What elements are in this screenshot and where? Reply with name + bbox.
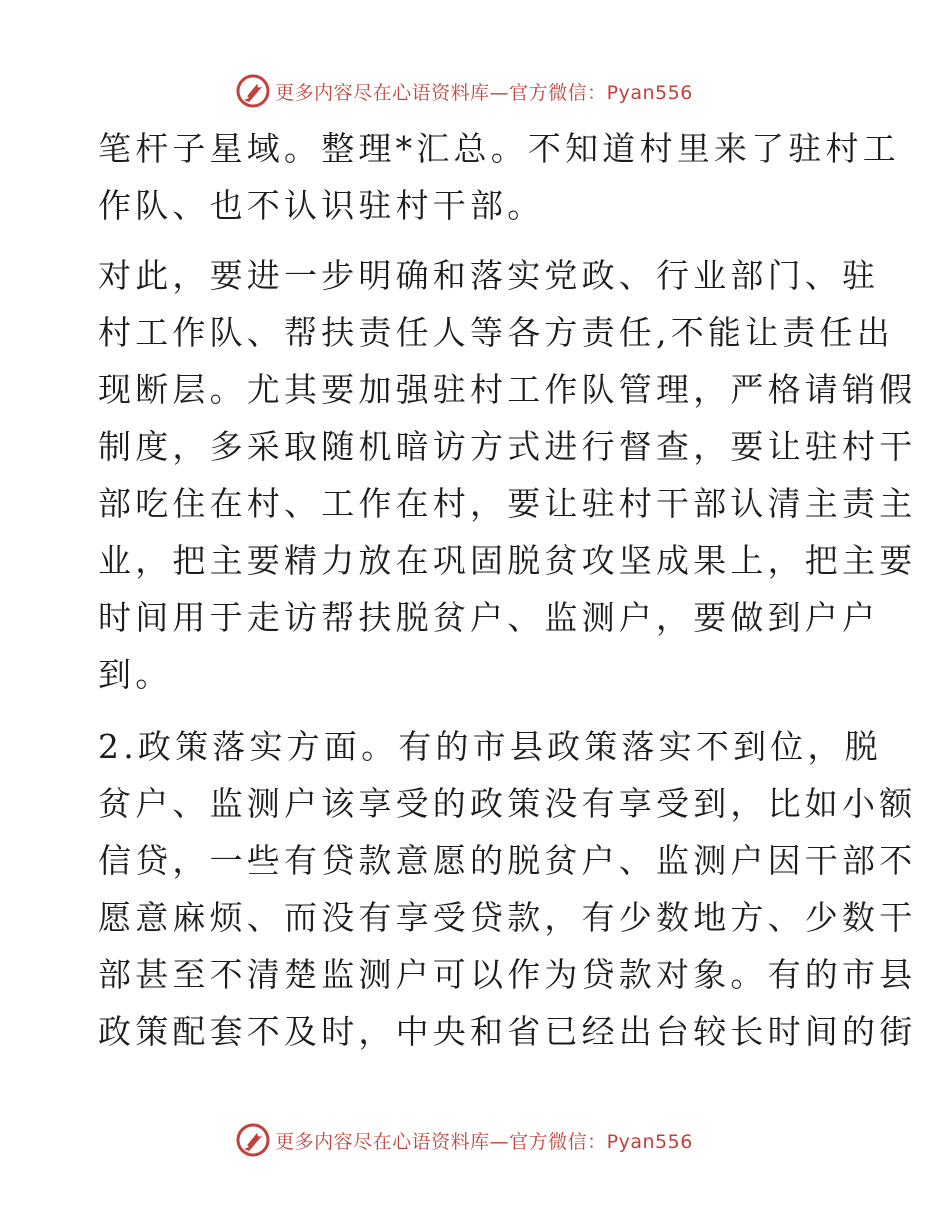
document-body <box>98 120 917 1060</box>
footer-banner <box>0 1120 950 1160</box>
text-line: 制度，多采取随机暗访方式进行督查，要让驻村干 <box>98 427 917 466</box>
text-line: 笔杆子星域。整理*汇总。不知道村里来了驻村工 <box>98 129 900 168</box>
pen-logo-icon <box>235 73 271 109</box>
text-line: 到。 <box>98 655 173 694</box>
header-banner-text: 更多内容尽在心语资料库—官方微信：Pyan556 <box>275 81 693 104</box>
text-line: 作队、也不认识驻村干部。 <box>98 186 545 225</box>
paragraph <box>98 718 917 1060</box>
text-line: 政策配套不及时，中央和省已经出台较长时间的街 <box>98 1012 917 1051</box>
header-banner <box>0 71 950 111</box>
pen-logo-icon <box>235 1122 271 1158</box>
text-line: 贫户、监测户该享受的政策没有享受到，比如小额 <box>98 784 917 823</box>
text-line: 时间用于走访帮扶脱贫户、监测户，要做到户户 <box>98 598 880 637</box>
text-line: 村工作队、帮扶责任人等各方责任,不能让责任出 <box>98 313 894 352</box>
text-line: 部吃住在村、工作在村，要让驻村干部认清主责主 <box>98 484 917 523</box>
text-line: 愿意麻烦、而没有享受贷款，有少数地方、少数干 <box>98 898 917 937</box>
text-line: 部甚至不清楚监测户可以作为贷款对象。有的市县 <box>98 955 917 994</box>
text-line: 对此，要进一步明确和落实党政、行业部门、驻 <box>98 256 880 295</box>
text-line: 现断层。尤其要加强驻村工作队管理，严格请销假 <box>98 370 917 409</box>
paragraph <box>98 247 917 703</box>
text-line: 业，把主要精力放在巩固脱贫攻坚成果上，把主要 <box>98 541 917 580</box>
text-line: 信贷，一些有贷款意愿的脱贫户、监测户因干部不 <box>98 841 917 880</box>
paragraph <box>98 120 900 234</box>
footer-banner-text: 更多内容尽在心语资料库—官方微信：Pyan556 <box>275 1130 693 1153</box>
text-line: 2.政策落实方面。有的市县政策落实不到位，脱 <box>98 727 882 766</box>
